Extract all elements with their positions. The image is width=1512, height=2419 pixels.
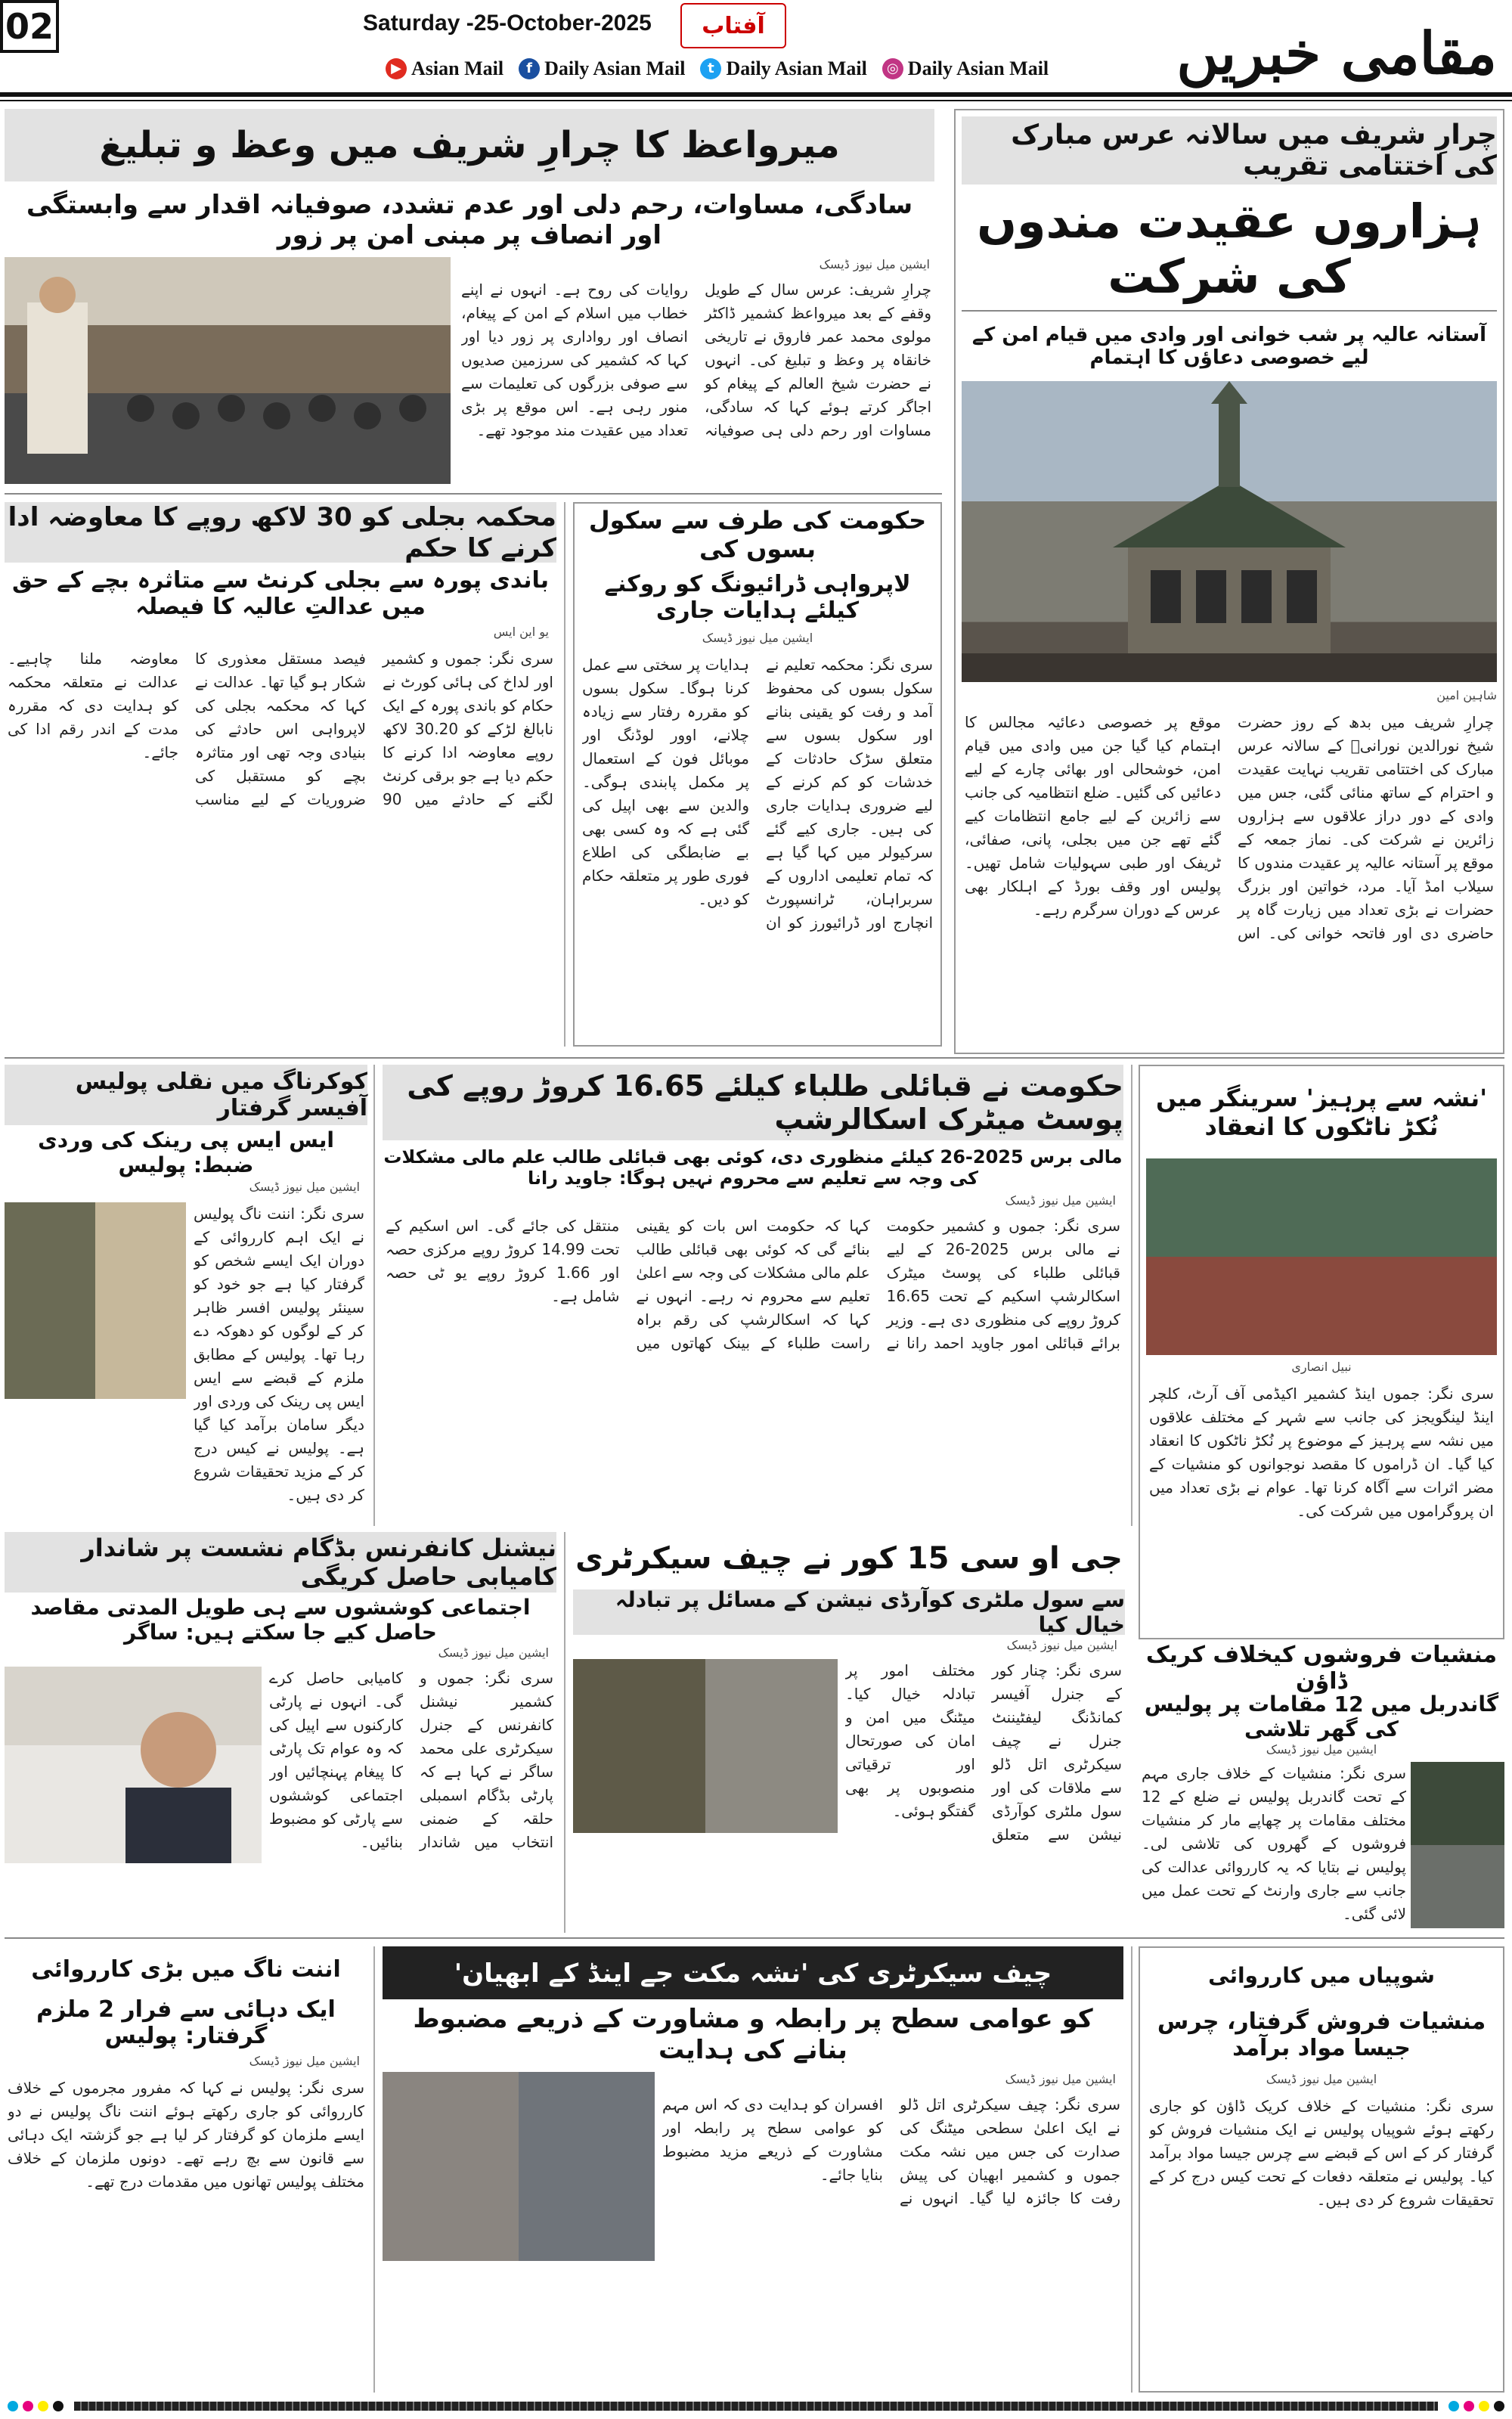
nc-subhead: اجتماعی کوششوں سے ہی طویل المدتی مقاصد حاصل کیے جا سکتے ہیں: ساگر (30, 1595, 531, 1645)
urs-kicker: چرارِ شریف میں سالانہ عرس مبارک کی اختتامی تقریب (962, 116, 1497, 185)
col-divider-d (564, 1532, 565, 1933)
mirwaiz-body: چرارِ شریف: عرس سال کے طویل وقفے کے بعد میرواعظ کشمیر ڈاکٹر مولوی محمد عمر فاروق نے تاریخی خانقاہ پر وعظ و تبلیغ کی۔ انہوں نے حضرت شیخ العالم کے پیغام کو اجاگر کرتے ہوئے کہا کہ سادگی، مساوات اور رحم دلی ہی صوفیانہ روایات کی روح ہے۔ انہوں نے اپنے خطاب میں اسلام کے امن کے پیغام، انصاف اور رواداری پر زور دیا اور کہا کہ کشمیر کی سرزمین صدیوں سے صوفی بزرگوں کی تعلیمات سے منور رہی ہے۔ اس موقع پر بڑی تعداد میں عقیدت مند موجود تھے۔ (461, 281, 931, 439)
urs-body: چرارِ شریف میں بدھ کے روز حضرت شیخ نورالدین نورانیؒ کے سالانہ عرس مبارک کی اختتامی تقریب نہایت عقیدت و احترام کے ساتھ منائی گئی، جس میں وادی کے دور دراز علاقوں سے ہزاروں زائرین نے شرکت کی۔ نماز جمعہ کے موقع پر آستانہ عالیہ پر عقیدت مندوں کا سیلاب امڈ آیا۔ مرد، خواتین اور بزرگ حضرات نے بڑی تعداد میں زیارت گاہ پر حاضری دی اور فاتحہ خوانی کی۔ اس موقع پر خصوصی دعائیہ مجالس کا اہتمام کیا گیا جن میں وادی میں قیام امن، خوشحالی اور بھائی چارے کے لیے دعائیں کی گئیں۔ ضلع انتظامیہ کی جانب سے زائرین کے لیے جامع انتظامات کیے گئے تھے جن میں بجلی، پانی، صفائی، ٹریفک اور طبی سہولیات شامل تھیں۔ پولیس اور وقف بورڈ کے اہلکار بھی عرس کے دوران سرگرم رہے۔ (965, 713, 1494, 942)
print-registration-bar (0, 2399, 1512, 2414)
police-photo (5, 1202, 186, 1399)
social-youtube[interactable]: ▶ Asian Mail (386, 57, 503, 80)
social-instagram[interactable]: ◎ Daily Asian Mail (882, 57, 1049, 80)
anantnag-headline: ایک دہائی سے فرار 2 ملزم گرفتار: پولیس (36, 1996, 336, 2049)
nc-photo (5, 1667, 262, 1863)
nc-headline: نیشنل کانفرنس بڈگام نشست پر شاندار کامیابی حاصل کریگی (5, 1532, 556, 1593)
urs-divider (962, 310, 1497, 312)
nasha-headline: 'نشہ سے پرہیز' سرینگر میں نُکڑ ناٹکوں کا انعقاد (1156, 1084, 1487, 1141)
gathering-graphic (5, 257, 451, 484)
electric-headline: محکمہ بجلی کو 30 لاکھ روپے کا معاوضہ ادا کرنے کا حکم (5, 502, 556, 563)
youtube-icon: ▶ (386, 58, 407, 79)
scholarship-body: سری نگر: جموں و کشمیر حکومت نے مالی برس 2025-26 کے لیے قبائلی طلباء کی پوسٹ میٹرک اسکالرشپ اسکیم کے تحت 16.65 کروڑ روپے کی منظوری دی ہے۔ وزیر برائے قبائلی امور جاوید احمد رانا نے کہا کہ حکومت اس بات کو یقینی بنائے گی کہ کوئی بھی قبائلی طالب علم مالی مشکلات کی وجہ سے اعلیٰ تعلیم سے محروم نہ رہے۔ انہوں نے کہا کہ اسکالرشپ کی رقم براہ راست طلباء کے بینک کھاتوں میں منتقل کی جائے گی۔ اس اسکیم کے تحت 14.99 کروڑ روپے مرکزی حصہ اور 1.66 کروڑ روپے یو ٹی حصہ شامل ہے۔ (386, 1217, 1120, 1352)
col-divider-a (564, 502, 565, 1047)
urs-photo (962, 381, 1497, 682)
col-divider-c (1131, 1065, 1132, 1526)
facebook-icon: f (519, 58, 540, 79)
cs-credit: ایشین میل نیوز ڈیسک (1005, 2072, 1116, 2086)
shrine-graphic (962, 381, 1497, 682)
ganderbal-headline: منشیات فروشوں کیخلاف کریک ڈاؤن (1145, 1642, 1498, 1695)
row4-divider (5, 1937, 1504, 1939)
cs-kicker: چیف سیکرٹری کی 'نشہ مکت جے اینڈ کے ابھیان' (383, 1946, 1123, 1999)
nc-body: سری نگر: جموں و کشمیر نیشنل کانفرنس کے جنرل سیکرٹری علی محمد ساگر نے کہا ہے کہ پارٹی بڈگام اسمبلی حلقہ کے ضمنی انتخاب میں شاندار کامیابی حاصل کرے گی۔ انہوں نے پارٹی کارکنوں سے اپیل کی کہ وہ عوام تک پارٹی کا پیغام پہنچائیں اور اجتماعی کوششوں سے پارٹی کو مضبوط بنائیں۔ (269, 1669, 553, 1851)
goc-photo (573, 1659, 838, 1833)
nasha-credit: نبیل انصاری (1291, 1360, 1352, 1374)
schoolbus-credit: ایشین میل نیوز ڈیسک (702, 631, 813, 645)
electric-body: سری نگر: جموں و کشمیر اور لداخ کی ہائی کورٹ نے حکام کو باندی پورہ کے ایک نابالغ لڑکے کو 30.20 لاکھ روپے معاوضہ ادا کرنے کا حکم دیا ہے جو برقی کرنٹ لگنے کے حادثے میں 90 فیصد مستقل معذوری کا شکار ہو گیا تھا۔ عدالت نے کہا کہ محکمہ بجلی کی لاپرواہی اس حادثے کی بنیادی وجہ تھی اور متاثرہ بچے کو مستقبل کی ضروریات کے لیے مناسب معاوضہ ملنا چاہیے۔ عدالت نے متعلقہ محکمہ کو ہدایت دی کہ مقررہ مدت کے اندر رقم ادا کی جائے۔ (8, 650, 553, 808)
anantnag-credit: ایشین میل نیوز ڈیسک (249, 2054, 360, 2068)
social-links (386, 57, 1049, 80)
goc-credit: ایشین میل نیوز ڈیسک (1006, 1638, 1117, 1652)
cs-headline: کو عوامی سطح پر رابطہ و مشاورت کے ذریعے مضبوط بنانے کی ہدایت (413, 2004, 1093, 2065)
scholarship-subhead: مالی برس 2025-26 کیلئے منظوری دی، کوئی بھی قبائلی طالب علم مالی مشکلات کی وجہ سے تعلیم سے محروم نہیں ہوگا: جاوید رانا (383, 1146, 1123, 1189)
masthead-logo: آفتاب (680, 3, 786, 48)
ganderbal-photo (1411, 1762, 1504, 1928)
nc-credit: ایشین میل نیوز ڈیسک (438, 1645, 549, 1660)
twitter-icon: t (700, 58, 721, 79)
anantnag-body: سری نگر: پولیس نے کہا کہ مفرور مجرموں کے خلاف کارروائی کو جاری رکھتے ہوئے اننت ناگ پولیس نے دو ایسے ملزمان کو گرفتار کر لیا ہے جو گزشتہ ایک دہائی سے قانون سے بچ رہے تھے۔ دونوں ملزمان کے خلاف مختلف پولیس تھانوں میں مقدمات درج تھے۔ (8, 2079, 364, 2191)
police-credit: ایشین میل نیوز ڈیسک (249, 1180, 360, 1194)
police-body: سری نگر: اننت ناگ پولیس نے ایک اہم کارروائی کے دوران ایک ایسے شخص کو گرفتار کیا ہے جو خود کو سینئر پولیس افسر ظاہر کر کے لوگوں کو دھوکہ دے رہا تھا۔ پولیس کے مطابق ملزم کے قبضے سے ایس ایس پی رینک کی وردی اور دیگر سامان برآمد کیا گیا ہے۔ پولیس نے کیس درج کر کے مزید تحقیقات شروع کر دی ہیں۔ (194, 1205, 364, 1504)
page-number: 02 (0, 0, 59, 53)
electric-credit: یو این ایس (493, 625, 549, 639)
registration-strip (74, 2402, 1438, 2411)
cs-body: سری نگر: چیف سیکرٹری اتل ڈلو نے ایک اعلیٰ سطحی میٹنگ کی صدارت کی جس میں نشہ مکت جموں و کشمیر ابھیان کی پیش رفت کا جائزہ لیا گیا۔ انہوں نے افسران کو ہدایت دی کہ اس مہم کو عوامی سطح پر رابطہ اور مشاورت کے ذریعے مزید مضبوط بنایا جائے۔ (662, 2095, 1120, 2207)
urs-headline: ہزاروں عقیدت مندوں کی شرکت (977, 194, 1482, 304)
portrait-graphic (5, 1667, 262, 1863)
goc-headline: جی او سی 15 کور نے چیف سیکرٹری (575, 1541, 1123, 1576)
instagram-icon: ◎ (882, 58, 903, 79)
row2-divider (5, 1057, 1504, 1059)
urs-subhead: آستانہ عالیہ پر شب خوانی اور وادی میں قیام امن کے لیے خصوصی دعاؤں کا اہتمام (971, 324, 1487, 369)
row1-divider (5, 493, 942, 495)
scholarship-headline: حکومت نے قبائلی طلباء کیلئے 16.65 کروڑ روپے کی پوسٹ میٹرک اسکالرشپ (383, 1065, 1123, 1140)
color-dots (8, 2401, 64, 2411)
ganderbal-subhead: گاندربل میں 12 مقامات پر پولیس کی گھر تلاشی (1144, 1692, 1499, 1741)
header-rule-thin (0, 100, 1512, 101)
col-divider-b (373, 1065, 375, 1526)
col-divider-f (1131, 1946, 1132, 2393)
goc-body: سری نگر: چنار کور کے جنرل آفیسر کمانڈنگ لیفٹیننٹ جنرل نے چیف سیکرٹری اتل ڈلو سے ملاقات کی اور سول ملٹری کوآرڈی نیشن سے متعلق مختلف امور پر تبادلہ خیال کیا۔ میٹنگ میں امن و امان کی صورتحال اور ترقیاتی منصوبوں پر بھی گفتگو ہوئی۔ (845, 1661, 1122, 1844)
color-dots-right (1448, 2401, 1504, 2411)
urs-credit: شاہین امین (1436, 688, 1497, 702)
goc-subhead: سے سول ملٹری کوآرڈی نیشن کے مسائل پر تبادلہ خیال کیا (573, 1589, 1125, 1635)
electric-subhead: باندی پورہ سے بجلی کرنٹ سے متاثرہ بچے کے حق میں عدالتِ عالیہ کا فیصلہ (11, 567, 550, 620)
ganderbal-body: سری نگر: منشیات کے خلاف جاری مہم کے تحت گاندربل پولیس نے ضلع کے 12 مختلف مقامات پر چھاپے مار کر منشیات فروشوں کے گھروں کی تلاشی لی۔ پولیس نے بتایا کہ یہ کارروائی عدالت کی جانب سے جاری وارنٹ کے تحت عمل میں لائی گئی۔ (1142, 1764, 1406, 1923)
mirwaiz-headline: میرواعظ کا چرارِ شریف میں وعظ و تبلیغ (5, 109, 934, 181)
social-twitter[interactable]: t Daily Asian Mail (700, 57, 866, 80)
ganderbal-credit: ایشین میل نیوز ڈیسک (1266, 1742, 1377, 1757)
shopian-kicker: شوپیاں میں کارروائی (1208, 1962, 1435, 1988)
scholarship-credit: ایشین میل نیوز ڈیسک (1005, 1193, 1116, 1208)
mirwaiz-credit: ایشین میل نیوز ڈیسک (819, 257, 930, 271)
anantnag-kicker: اننت ناگ میں بڑی کارروائی (31, 1955, 341, 1983)
schoolbus-body: سری نگر: محکمہ تعلیم نے سکول بسوں کی محفوظ آمد و رفت کو یقینی بنانے اور سکول بسوں سے متعلق سڑک حادثات کے خدشات کو کم کرنے کے لیے ضروری ہدایات جاری کی ہیں۔ جاری کیے گئے سرکیولر میں کہا گیا ہے کہ تمام تعلیمی اداروں کے سربراہان، ٹرانسپورٹ انچارج اور ڈرائیورز کو ان ہدایات پر سختی سے عمل کرنا ہوگا۔ سکول بسوں کو مقررہ رفتار سے زیادہ چلانے، اوور لوڈنگ اور موبائل فون کے استعمال پر مکمل پابندی ہوگی۔ والدین سے بھی اپیل کی گئی ہے کہ وہ کسی بھی بے ضابطگی کی اطلاع فوری طور پر متعلقہ حکام کو دیں۔ (582, 656, 933, 932)
mirwaiz-photo (5, 257, 451, 484)
schoolbus-headline: حکومت کی طرف سے سکول بسوں کی (588, 506, 927, 563)
section-title: مقامی خبریں (1176, 20, 1497, 87)
header-rule (0, 92, 1512, 97)
issue-date: Saturday -25-October-2025 (363, 11, 652, 36)
police-headline: کوکرناگ میں نقلی پولیس آفیسر گرفتار (5, 1065, 367, 1125)
col-divider-e (373, 1946, 375, 2393)
shopian-body: سری نگر: منشیات کے خلاف کریک ڈاؤن کو جاری رکھتے ہوئے شوپیاں پولیس نے ایک منشیات فروش کو گرفتار کر کے اس کے قبضے سے چرس جیسا مواد برآمد کیا۔ پولیس نے متعلقہ دفعات کے تحت کیس درج کر کے تحقیقات شروع کر دی ہیں۔ (1149, 2097, 1494, 2209)
nasha-body: سری نگر: جموں اینڈ کشمیر اکیڈمی آف آرٹ، کلچر اینڈ لینگویجز کی جانب سے شہر کے مختلف علاقوں میں نشہ سے پرہیز کے موضوع پر نُکڑ ناٹکوں کا انعقاد کیا گیا۔ ان ڈراموں کا مقصد نوجوانوں کو منشیات کے مضر اثرات سے آگاہ کرنا تھا۔ عوام نے بڑی تعداد میں ان پروگراموں میں شرکت کی۔ (1149, 1385, 1494, 1520)
nasha-photo (1146, 1158, 1497, 1355)
mirwaiz-subhead: سادگی، مساوات، رحم دلی اور عدم تشدد، صوفیانہ اقدار سے وابستگی اور انصاف پر مبنی امن پر زور (26, 189, 913, 250)
schoolbus-subhead: لاپرواہی ڈرائیونگ کو روکنے کیلئے ہدایات جاری (604, 571, 911, 624)
social-facebook[interactable]: f Daily Asian Mail (519, 57, 685, 80)
shopian-headline: منشیات فروش گرفتار، چرس جیسا مواد برآمد (1157, 2008, 1486, 2061)
cs-photo (383, 2072, 655, 2261)
shopian-credit: ایشین میل نیوز ڈیسک (1266, 2072, 1377, 2086)
police-subhead: ایس ایس پی رینک کی وردی ضبط: پولیس (38, 1127, 334, 1177)
